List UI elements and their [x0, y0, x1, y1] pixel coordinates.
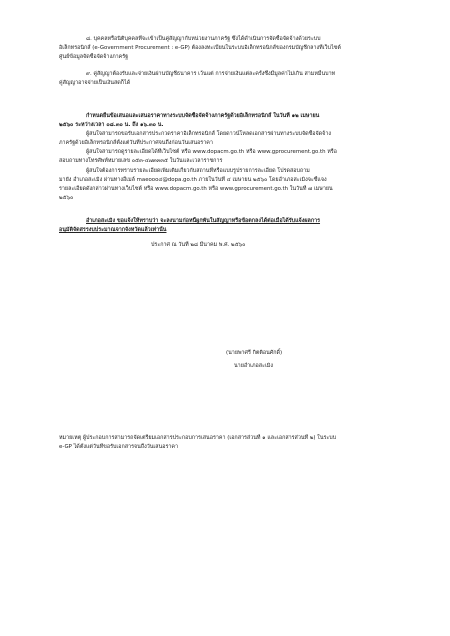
deadline-heading-line-1: กำหนดยื่นข้อเสนอและเสนอราคาทางระบบจัดซื้อจัดจ้างภาครัฐด้วยอิเล็กทรอนิกส์ ในวันที่ ๑๒ เมษายน: [86, 113, 320, 119]
item-9-line-1: ๙. คู่สัญญาต้องรับและจ่ายเงินผ่านบัญชีธนาคาร เว้นแต่ การจ่ายเงินแต่ละครั้งซึ่งมีมูลค่าไม่เกิน สามหมื่นบาท: [86, 71, 336, 77]
deadline-para-2-line-1: ผู้สนใจสามารถดูรายละเอียดได้ที่เว็บไซต์ หรือ www.dopacm.go.th หรือ www.gprocurement.go.th หรือ: [86, 149, 337, 156]
deadline-para-3-line-4: ๒๕๖๐: [59, 194, 74, 201]
notice-line-1: อำเภอสะเมิง ขอแจ้งให้ทราบว่า จะลงนามก่อหนี้ผูกพันในสัญญาหรือข้อตกลงได้ต่อเมื่อได้รับแจ้งผลการ: [86, 218, 321, 224]
notice-section: [59, 217, 404, 235]
signer-name: (นายพาศรี กิตติอนศักดิ์): [226, 350, 283, 356]
item-8-line-3: ศูนย์ข้อมูลจัดซื้อจัดจ้างภาครัฐ: [59, 54, 129, 61]
deadline-para-3-line-3: รายละเอียดดังกล่าวผ่านทางเว็บไซต์ หรือ www.dopacm.go.th หรือ www.gprocurement.go.th ในวันที่ ๗ เมษายน: [59, 185, 333, 192]
item-8-line-1: ๘. บุคคลหรือนิติบุคคลที่จะเข้าเป็นคู่สัญญากับหน่วยงานภาครัฐ ซึ่งได้ดำเนินการจัดซื้อจัดจ้างด้วยระบบ: [86, 36, 321, 42]
deadline-para-3-line-1: ผู้สนใจต้องการทราบรายละเอียดเพิ่มเติมเกี่ยวกับสถานที่หรือแบบรูปรายการละเอียด โปรดสอบถาม: [86, 167, 310, 174]
signer-title: นายอำเภอสะเมิง: [234, 363, 273, 369]
deadline-para-3-line-2: มายัง อำเภอสะเมิง ผ่านทางอีเมล์ maeooo๔@dopa.go.th ภายในวันที่ ๔ เมษายน ๒๕๖๐ โดยอำเภอสะเมิงจะชี้แจง: [59, 176, 327, 183]
deadline-para-2-line-2: สอบถามทางโทรศัพท์หมายเลข ๐๕๓-๔๗๓๓๓๕ ในวันและเวลาราชการ: [59, 158, 223, 165]
notice-line-2: อนุมัติจัดสรรงบประมาณจากจังหวัดแล้วเท่านั้น: [59, 227, 167, 234]
remark-line-2: e-GP ได้ตั้งแต่วันที่ขอรับเอกสารจนถึงวันเสนอราคา: [59, 444, 179, 451]
deadline-para-1-line-1: ผู้สนใจสามารถขอรับเอกสารประกวดราคาอิเล็กทรอนิกส์ โดยดาวน์โหลดเอกสารผ่านทางระบบจัดซื้อจัดจ้าง: [86, 131, 331, 138]
item-9-line-2: คู่สัญญาอาจจ่ายเป็นเงินสดก็ได้: [59, 80, 131, 87]
announce-date: [59, 241, 404, 250]
announce-date-text: ประกาศ ณ วันที่ ๒๘ มีนาคม พ.ศ. ๒๕๖๐: [151, 242, 246, 248]
item-8-line-2: อิเล็กทรอนิกส์ (e-Government Procurement : e-GP) ต้องลงทะเบียนในระบบอิเล็กทรอนิกส์ของกรมบัญชีกลางที่เว็บไซต์: [59, 45, 341, 52]
item-8: [59, 35, 404, 62]
item-9: [59, 70, 404, 88]
deadline-para-1-line-2: ภาครัฐด้วยอิเล็กทรอนิกส์ตั้งแต่วันที่ประกาศจนถึงก่อนวันเสนอราคา: [59, 140, 213, 147]
remark-line-1: หมายเหตุ ผู้ประกอบการสามารถจัดเตรียมเอกสารประกอบการเสนอราคา (เอกสารส่วนที่ ๑ และเอกสารส่วนที่ ๒) ในระบบ: [59, 435, 337, 441]
deadline-heading-line-2: ๒๕๖๐ ระหว่างเวลา ๐๘.๓๐ น. ถึง ๑๖.๓๐ น.: [59, 122, 164, 129]
deadline-section: [59, 112, 404, 203]
remark-section: [59, 434, 404, 452]
